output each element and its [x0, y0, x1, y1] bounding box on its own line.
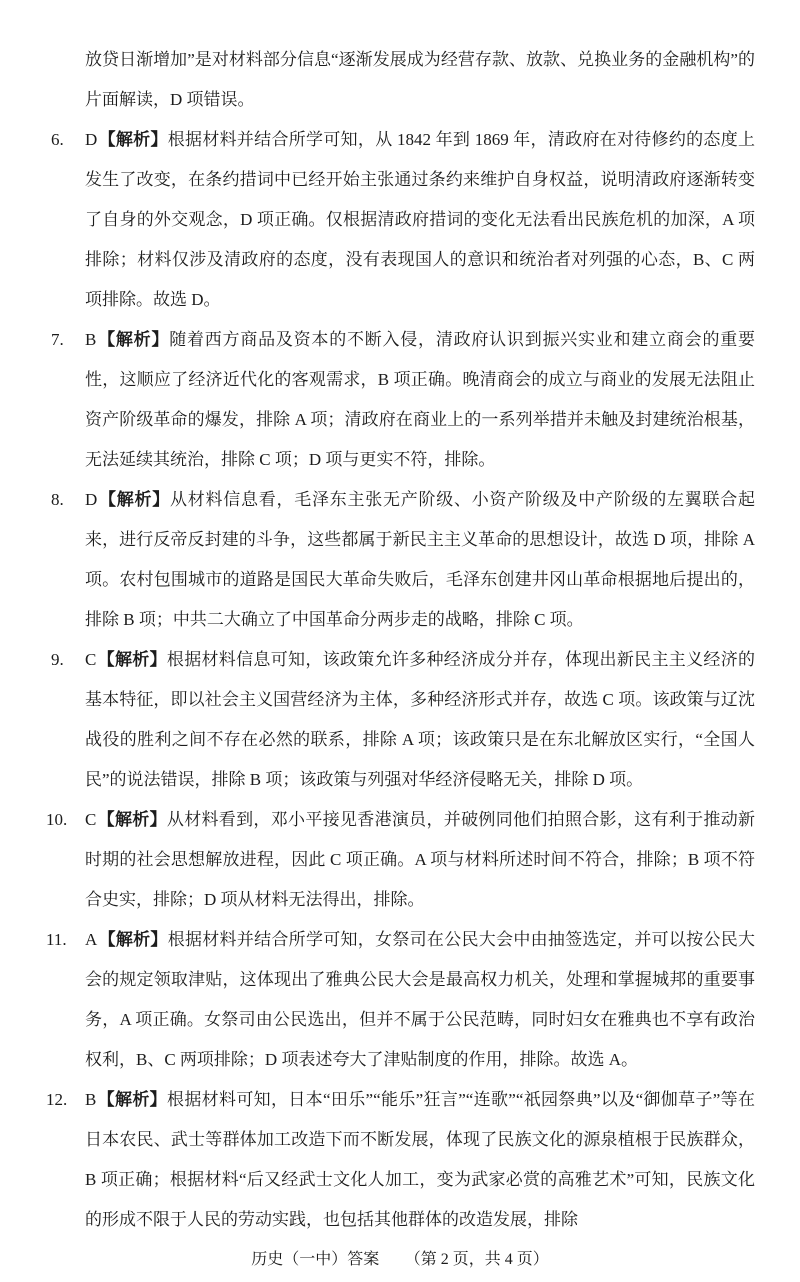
answer-letter: B: [85, 1090, 98, 1109]
item-text: 根据材料并结合所学可知，女祭司在公民大会中由抽签选定，并可以按公民大会的规定领取津贴，这体现出了雅典公民大会是最高权力机关，处理和掌握城邦的重要事务，A 项正确。女祭司由公民选出，但并不属于公民范畴，同时妇女在雅典也不享有政治权利，B、C 两项排除；D 项表述夸大了津贴制度的作用，排除。故选 A。: [85, 930, 756, 1069]
analysis-tag: 【解析】: [98, 130, 168, 149]
answer-letter: C: [85, 810, 98, 829]
answer-letter: B: [85, 330, 98, 349]
analysis-tag: 【解析】: [98, 490, 171, 509]
item-number: 6.: [51, 130, 64, 149]
answer-item-10: [46, 800, 756, 920]
analysis-tag: 【解析】: [97, 650, 167, 669]
item-text: 根据材料并结合所学可知，从 1842 年到 1869 年，清政府在对待修约的态度上发生了改变，在条约措词中已经开始主张通过条约来维护自身权益，说明清政府逐渐转变了自身的外交观念，D 项正确。仅根据清政府措词的变化无法看出民族危机的加深，A 项排除；材料仅涉及清政府的态度，没有表现国人的意识和统治者对列强的心态，B、C 两项排除。故选 D。: [85, 130, 756, 309]
answer-item-12: [46, 1080, 756, 1240]
item-number: 9.: [51, 650, 64, 669]
item-text: 随着西方商品及资本的不断入侵，清政府认识到振兴实业和建立商会的重要性，这顺应了经济近代化的客观需求，B 项正确。晚清商会的成立与商业的发展无法阻止资产阶级革命的爆发，排除 A 项；清政府在商业上的一系列举措并未触及封建统治根基，无法延续其统治，排除 C 项；D 项与更实不符，排除。: [85, 330, 756, 469]
item-number: 8.: [51, 490, 64, 509]
answer-item-7: [51, 320, 756, 480]
answer-letter: D: [85, 130, 99, 149]
item-text: 从材料信息看，毛泽东主张无产阶级、小资产阶级及中产阶级的左翼联合起来，进行反帝反封建的斗争，这些都属于新民主主义革命的思想设计，故选 D 项，排除 A 项。农村包围城市的道路是国民大革命失败后，毛泽东创建井冈山革命根据地后提出的，排除 B 项；中共二大确立了中国革命分两步走的战略，排除 C 项。: [85, 490, 756, 629]
analysis-tag: 【解析】: [97, 810, 167, 829]
analysis-tag: 【解析】: [97, 1090, 168, 1109]
item-number: 12.: [46, 1090, 68, 1109]
answer-letter: D: [85, 490, 99, 509]
answer-item-8: [51, 480, 756, 640]
answer-item-11: [46, 920, 756, 1080]
answer-letter: C: [85, 650, 98, 669]
answer-letter: A: [85, 930, 99, 949]
item-number: 11.: [46, 930, 67, 949]
answer-item-9: [51, 640, 756, 800]
carryover-paragraph: [85, 40, 755, 120]
item-text: 从材料看到，邓小平接见香港演员，并破例同他们拍照合影，这有利于推动新时期的社会思想解放进程，因此 C 项正确。A 项与材料所述时间不符合，排除；B 项不符合史实，排除；D 项从材料无法得出，排除。: [85, 810, 756, 909]
answer-item-6: [51, 120, 756, 320]
footer-doc-label: 历史（一中）答案: [251, 1251, 380, 1268]
analysis-tag: 【解析】: [98, 930, 168, 949]
carryover-text: 放贷日渐增加”是对材料部分信息“逐渐发展成为经营存款、放款、兑换业务的金融机构”的片面解读，D 项错误。: [85, 50, 755, 109]
analysis-tag: 【解析】: [97, 330, 170, 349]
page-footer: [45, 1240, 755, 1280]
item-number: 7.: [51, 330, 64, 349]
item-number: 10.: [46, 810, 68, 829]
footer-page-label: （第 2 页，共 4 页）: [404, 1251, 549, 1268]
item-text: 根据材料信息可知，该政策允许多种经济成分并存，体现出新民主主义经济的基本特征，即以社会主义国营经济为主体，多种经济形式并存，故选 C 项。该政策与辽沈战役的胜利之间不存在必然的联系，排除 A 项；该政策只是在东北解放区实行，“全国人民”的说法错误，排除 B 项；该政策与列强对华经济侵略无关，排除 D 项。: [85, 650, 756, 789]
item-text: 根据材料可知，日本“田乐”“能乐”狂言”“连歌”“祇园祭典”以及“御伽草子”等在日本农民、武士等群体加工改造下而不断发展，体现了民族文化的源泉植根于民族群众，B 项正确；根据材料“后又经武士文化人加工，变为武家必赏的高雅艺术”可知，民族文化的形成不限于人民的劳动实践，也包括其他群体的改造发展，排除: [85, 1090, 756, 1229]
